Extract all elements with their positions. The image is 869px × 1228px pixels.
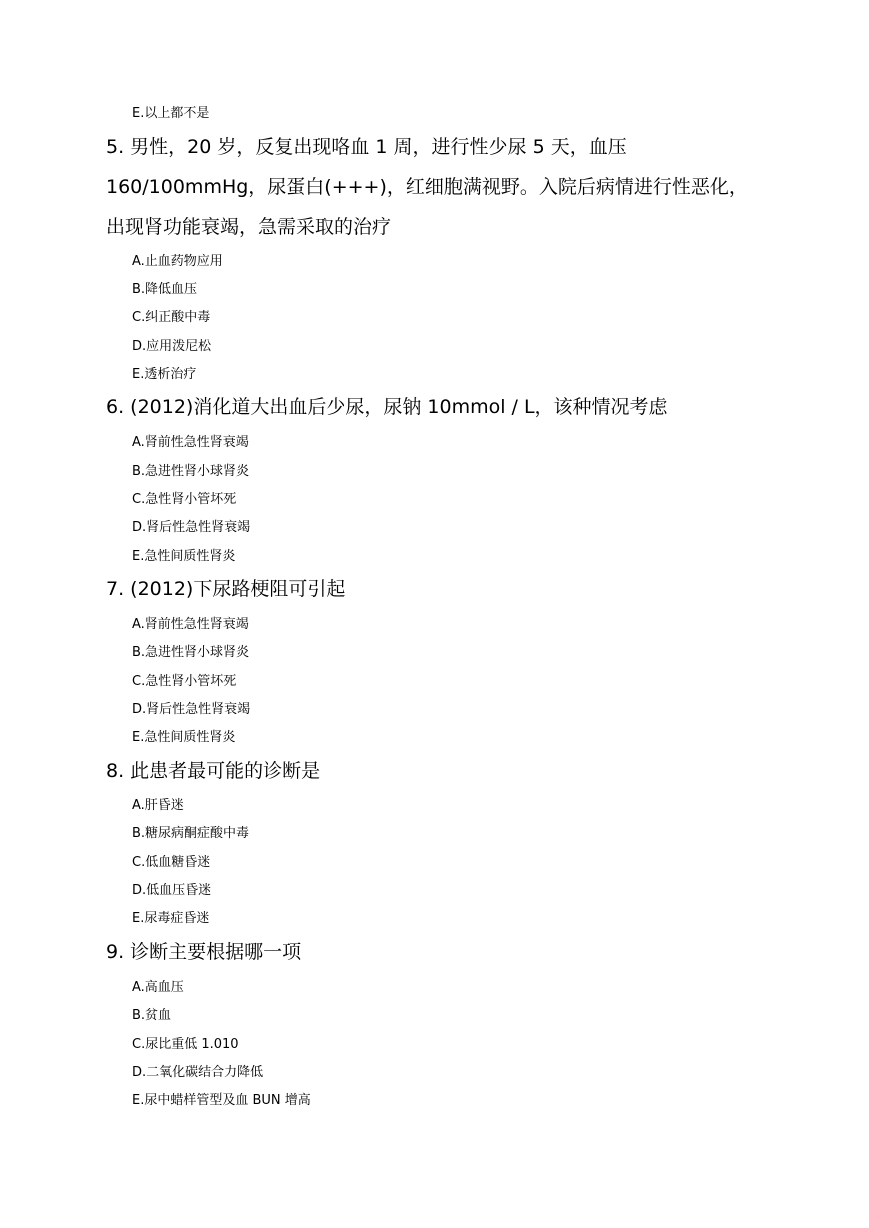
question-8-option-c: C.低血糖昏迷: [132, 855, 211, 870]
question-6-line-1: 6. (2012)消化道大出血后少尿，尿钠 10mmol / L，该种情况考虑: [106, 396, 668, 418]
question-5-line-1: 5. 男性，20 岁，反复出现咯血 1 周，进行性少尿 5 天，血压: [106, 136, 627, 158]
prev-question-option-e: E.以上都不是: [132, 106, 210, 121]
question-7-option-b: B.急进性肾小球肾炎: [132, 645, 250, 660]
question-6-option-a: A.肾前性急性肾衰竭: [132, 435, 249, 450]
question-8-line-1: 8. 此患者最可能的诊断是: [106, 760, 321, 782]
question-7-option-c: C.急性肾小管坏死: [132, 674, 237, 689]
question-6-option-e: E.急性间质性肾炎: [132, 549, 236, 564]
question-9-option-d: D.二氧化碳结合力降低: [132, 1065, 264, 1080]
question-5-option-d: D.应用泼尼松: [132, 339, 212, 354]
question-6-option-b: B.急进性肾小球肾炎: [132, 464, 250, 479]
question-5-option-b: B.降低血压: [132, 282, 198, 297]
question-6-option-d: D.肾后性急性肾衰竭: [132, 520, 251, 535]
question-5-line-3: 出现肾功能衰竭，急需采取的治疗: [106, 216, 392, 238]
question-8-option-a: A.肝昏迷: [132, 798, 184, 813]
question-7-line-1: 7. (2012)下尿路梗阻可引起: [106, 578, 346, 600]
question-5-option-a: A.止血药物应用: [132, 254, 223, 269]
question-9-line-1: 9. 诊断主要根据哪一项: [106, 941, 302, 963]
question-8-option-d: D.低血压昏迷: [132, 883, 212, 898]
question-5-line-2: 160/100mmHg，尿蛋白(+++)，红细胞满视野。入院后病情进行性恶化，: [106, 176, 748, 198]
question-7-option-d: D.肾后性急性肾衰竭: [132, 702, 251, 717]
question-9-option-b: B.贫血: [132, 1008, 172, 1023]
question-8-option-b: B.糖尿病酮症酸中毒: [132, 826, 250, 841]
question-7-option-a: A.肾前性急性肾衰竭: [132, 617, 249, 632]
question-5-option-c: C.纠正酸中毒: [132, 310, 211, 325]
question-8-option-e: E.尿毒症昏迷: [132, 911, 210, 926]
question-9-option-c: C.尿比重低 1.010: [132, 1037, 239, 1052]
question-6-option-c: C.急性肾小管坏死: [132, 492, 237, 507]
question-5-option-e: E.透析治疗: [132, 367, 197, 382]
question-9-option-e: E.尿中蜡样管型及血 BUN 增高: [132, 1093, 311, 1108]
question-7-option-e: E.急性间质性肾炎: [132, 730, 236, 745]
question-9-option-a: A.高血压: [132, 980, 184, 995]
